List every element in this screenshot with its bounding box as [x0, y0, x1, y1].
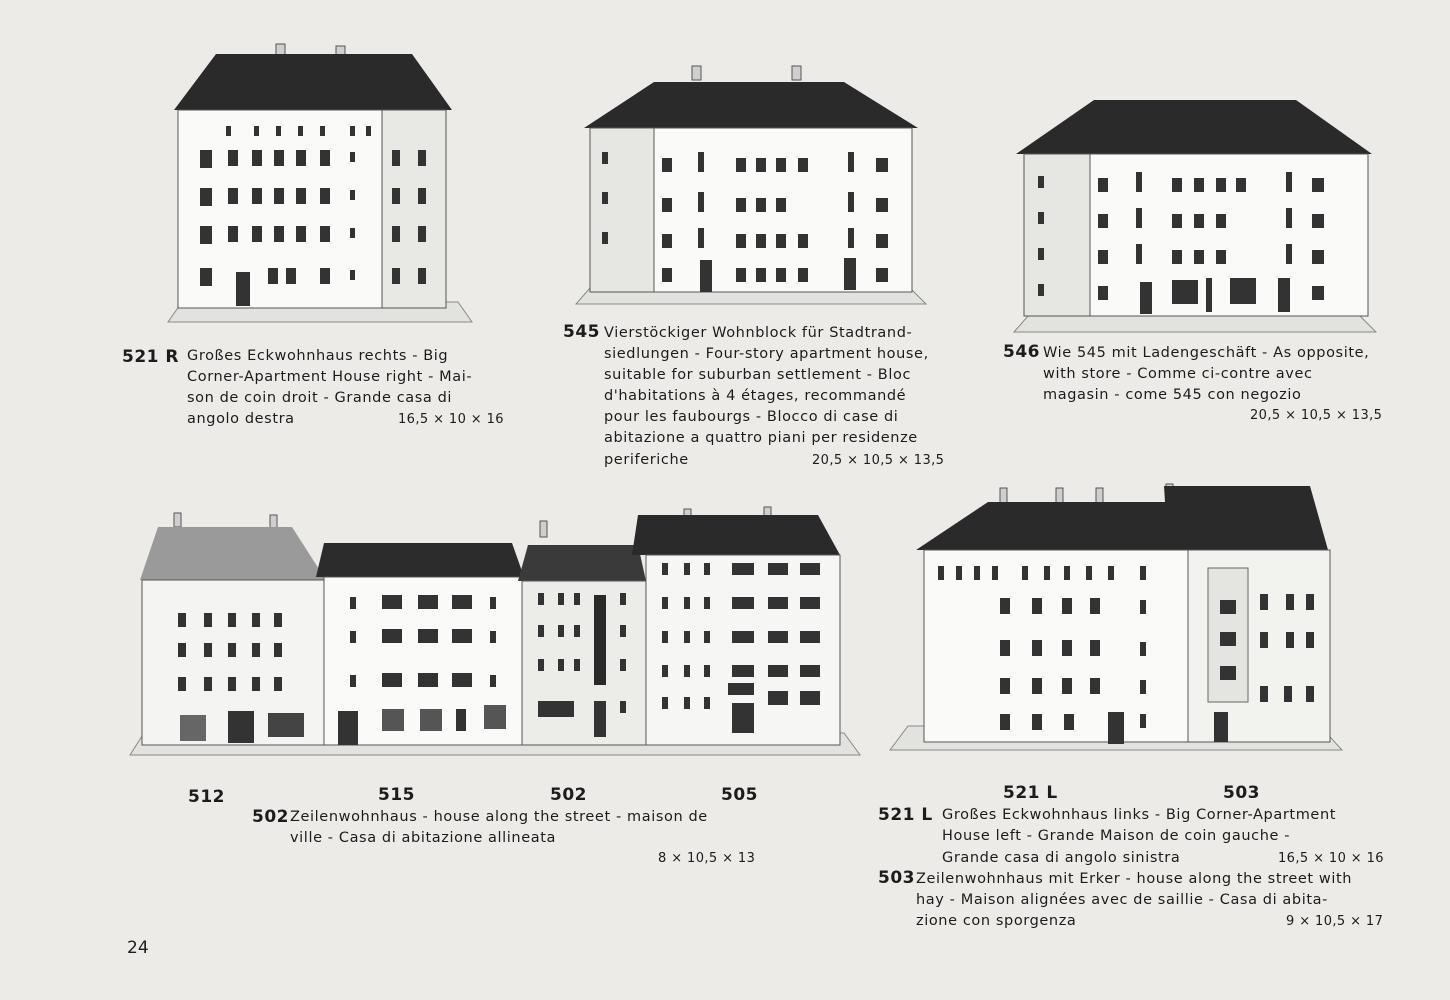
caption-545-line-4: d'habitations à 4 étages, recommandé: [604, 388, 907, 404]
label-503: 503: [1223, 783, 1260, 803]
caption-521r-line-3: son de coin droit - Grande casa di: [187, 390, 453, 406]
caption-502-line-2: ville - Casa di abitazione allineata: [290, 830, 556, 846]
street-row-photo: [128, 505, 862, 765]
item-code-502: 502: [252, 807, 289, 827]
item-code-545: 545: [563, 322, 600, 342]
caption-545-line-3: suitable for suburban settlement - Bloc: [604, 367, 912, 383]
caption-521l-line-3: Grande casa di angolo sinistra: [942, 850, 1181, 866]
caption-545-line-1: Vierstöckiger Wohnblock für Stadtrand-: [604, 325, 913, 341]
item-code-503: 503: [878, 868, 915, 888]
caption-521r-line-1: Großes Eckwohnhaus rechts - Big: [187, 348, 449, 364]
building-521l-503-photo: [888, 482, 1344, 760]
caption-545-line-2: siedlungen - Four-story apartment house,: [604, 346, 929, 362]
caption-545-line-5: pour les faubourgs - Blocco di case di: [604, 409, 899, 425]
dimensions-502: 8 × 10,5 × 13: [658, 851, 756, 866]
caption-521r-line-2: Corner-Apartment House right - Mai-: [187, 369, 473, 385]
caption-521l-line-1: Großes Eckwohnhaus links - Big Corner-Apartment: [942, 807, 1337, 823]
item-code-521r: 521 R: [122, 347, 179, 367]
item-code-546: 546: [1003, 342, 1040, 362]
dimensions-545: 20,5 × 10,5 × 13,5: [812, 453, 945, 468]
building-521r-photo: [160, 40, 480, 330]
caption-502-line-1: Zeilenwohnhaus - house along the street - maison de: [290, 809, 708, 825]
caption-546-line-2: with store - Comme ci-contre avec: [1043, 366, 1313, 382]
caption-503-line-2: hay - Maison alignées avec de saillie - Casa di abita-: [916, 892, 1328, 908]
dimensions-521l: 16,5 × 10 × 16: [1278, 851, 1384, 866]
caption-503-line-1: Zeilenwohnhaus mit Erker - house along the street with: [916, 871, 1353, 887]
label-505: 505: [721, 785, 758, 805]
label-521l: 521 L: [1003, 783, 1058, 803]
label-512: 512: [188, 787, 225, 807]
caption-521r-line-4: angolo destra: [187, 411, 295, 427]
label-502: 502: [550, 785, 587, 805]
item-code-521l: 521 L: [878, 805, 933, 825]
caption-545-line-7: periferiche: [604, 452, 689, 468]
label-515: 515: [378, 785, 415, 805]
dimensions-503: 9 × 10,5 × 17: [1286, 914, 1384, 929]
caption-545-line-6: abitazione a quattro piani per residenze: [604, 430, 918, 446]
caption-521l-line-2: House left - Grande Maison de coin gauche -: [942, 828, 1291, 844]
caption-503-line-3: zione con sporgenza: [916, 913, 1077, 929]
building-546-photo: [1010, 92, 1380, 337]
page-number: 24: [127, 938, 149, 958]
building-545-photo: [572, 62, 932, 312]
dimensions-546: 20,5 × 10,5 × 13,5: [1250, 408, 1383, 423]
dimensions-521r: 16,5 × 10 × 16: [398, 412, 504, 427]
caption-546-line-3: magasin - come 545 con negozio: [1043, 387, 1302, 403]
caption-546-line-1: Wie 545 mit Ladengeschäft - As opposite,: [1043, 345, 1370, 361]
